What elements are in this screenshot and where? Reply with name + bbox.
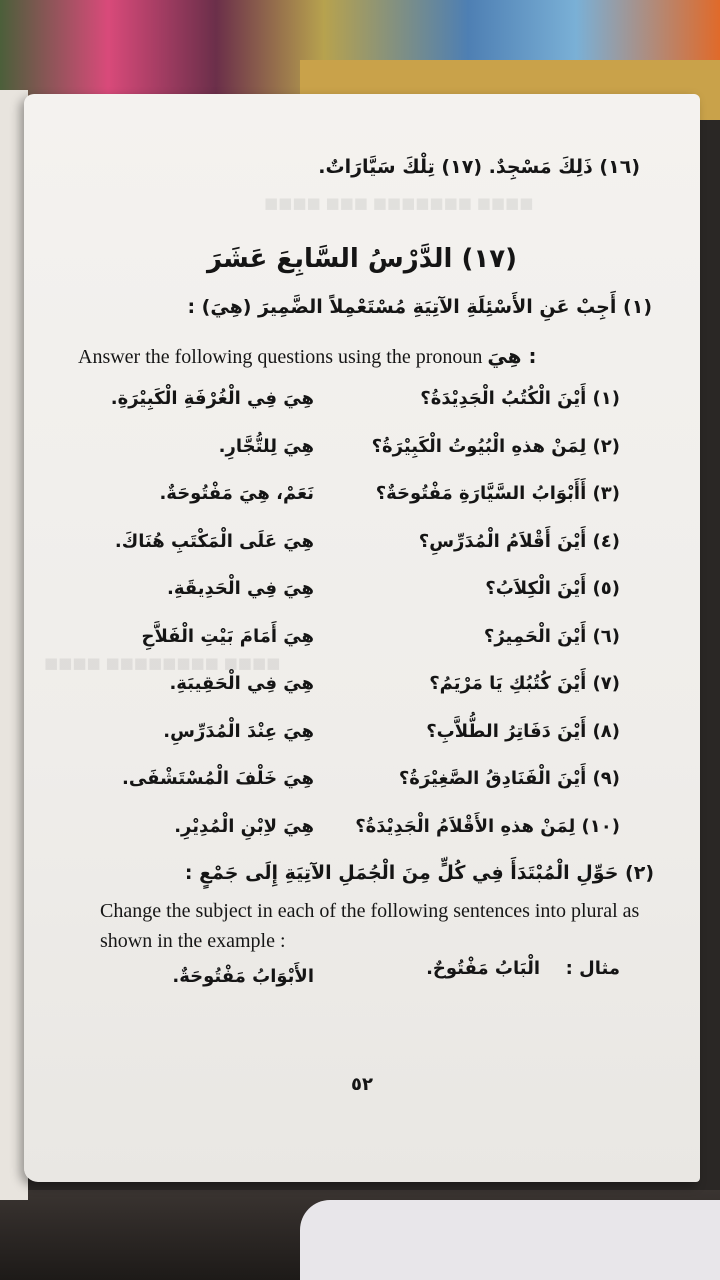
answer: هِيَ فِي الْحَدِيقَةِ. [167,578,314,599]
book-page [24,94,700,1182]
answer: هِيَ خَلْفَ الْمُسْتَشْفَى. [122,768,314,789]
list-item [24,384,700,432]
question: (١) أَيْنَ الْكُتُبُ الْجَدِيْدَةُ؟ [420,388,620,409]
list-item [24,479,700,527]
question: (٨) أَيْنَ دَفَاتِرُ الطُّلاَّبِ؟ [426,720,620,742]
header-line: (١٦) ذَلِكَ مَسْجِدٌ. (١٧) تِلْكَ سَيَّارَاتٌ. [318,156,640,178]
question: (١٠) لِمَنْ هذهِ الأَقْلاَمُ الْجَدِيْدَةُ؟ [355,815,620,837]
example-label: مثال : [565,958,620,979]
answer: هِيَ عِنْدَ الْمُدَرِّسِ. [163,720,314,742]
exercise1-list [24,384,700,859]
list-item [24,574,700,622]
answer: هِيَ أَمَامَ بَيْتِ الْفَلاَّحِ [141,625,314,647]
question: (٥) أَيْنَ الْكِلاَبُ؟ [485,578,620,599]
example-plural: الأَبْوَابُ مَفْتُوحَةٌ. [172,966,314,987]
example-singular: الْبَابُ مَفْتُوحٌ. [426,958,540,979]
exercise2-instruction-ar: (٢) حَوِّلِ الْمُبْتَدَأَ فِي كُلٍّ مِنَ الْجُمَلِ الآتِيَةِ إِلَى جَمْعٍ : [184,862,654,884]
exercise1-instruction-en-text: Answer the following questions using the pronoun [78,346,483,368]
answer: هِيَ لاِبْنِ الْمُدِيْرِ. [174,815,314,837]
question: (٩) أَيْنَ الْفَنَادِقُ الصَّغِيْرَةُ؟ [398,768,620,789]
bleed-through: ‎■■■■ ■■■■■■■■ ■■■■ [44,654,281,672]
exercise1-instruction-ar: (١) أَجِبْ عَنِ الأَسْئِلَةِ الآتِيَةِ مُسْتَعْمِلاً الضَّمِيرَ (هِيَ) : [187,296,652,318]
list-item [24,527,700,575]
background-cloth [300,1200,720,1280]
question: (٦) أَيْنَ الْحَمِيرُ؟ [483,625,620,647]
question: (٤) أَيْنَ أَقْلاَمُ الْمُدَرِّسِ؟ [418,530,620,552]
answer: هِيَ فِي الْحَقِيبَةِ. [169,673,314,694]
exercise1-instruction-en [78,344,536,369]
answer: هِيَ لِلتُّجَّارِ. [218,435,314,457]
question: (٣) أَأَبْوَابُ السَّيَّارَةِ مَفْتُوحَةٌ؟ [375,483,620,504]
page-number: ٥٢ [351,1074,373,1095]
answer: هِيَ فِي الْغُرْفَةِ الْكَبِيْرَةِ. [110,388,314,409]
bleed-through: ‎■■■■ ■■■ ■■■■■■■ ■■■■ [264,194,534,212]
list-item [24,812,700,860]
exercise1-pronoun: هِيَ : [487,344,537,368]
question: (٧) أَيْنَ كُتُبُكِ يَا مَرْيَمُ؟ [429,673,620,694]
exercise2-instruction-en: Change the subject in each of the following sentences into plural as shown in the example : [100,900,640,952]
list-item [24,432,700,480]
answer: هِيَ عَلَى الْمَكْتَبِ هُنَاكَ. [114,530,314,552]
list-item [24,669,700,717]
list-item [24,717,700,765]
answer: نَعَمْ، هِيَ مَفْتُوحَةٌ. [159,483,314,504]
lesson-title: (١٧) الدَّرْسُ السَّابِعَ عَشَرَ [206,244,518,274]
question: (٢) لِمَنْ هذهِ الْبُيُوتُ الْكَبِيْرَةُ؟ [371,435,620,457]
list-item [24,764,700,812]
list-item [24,622,700,670]
